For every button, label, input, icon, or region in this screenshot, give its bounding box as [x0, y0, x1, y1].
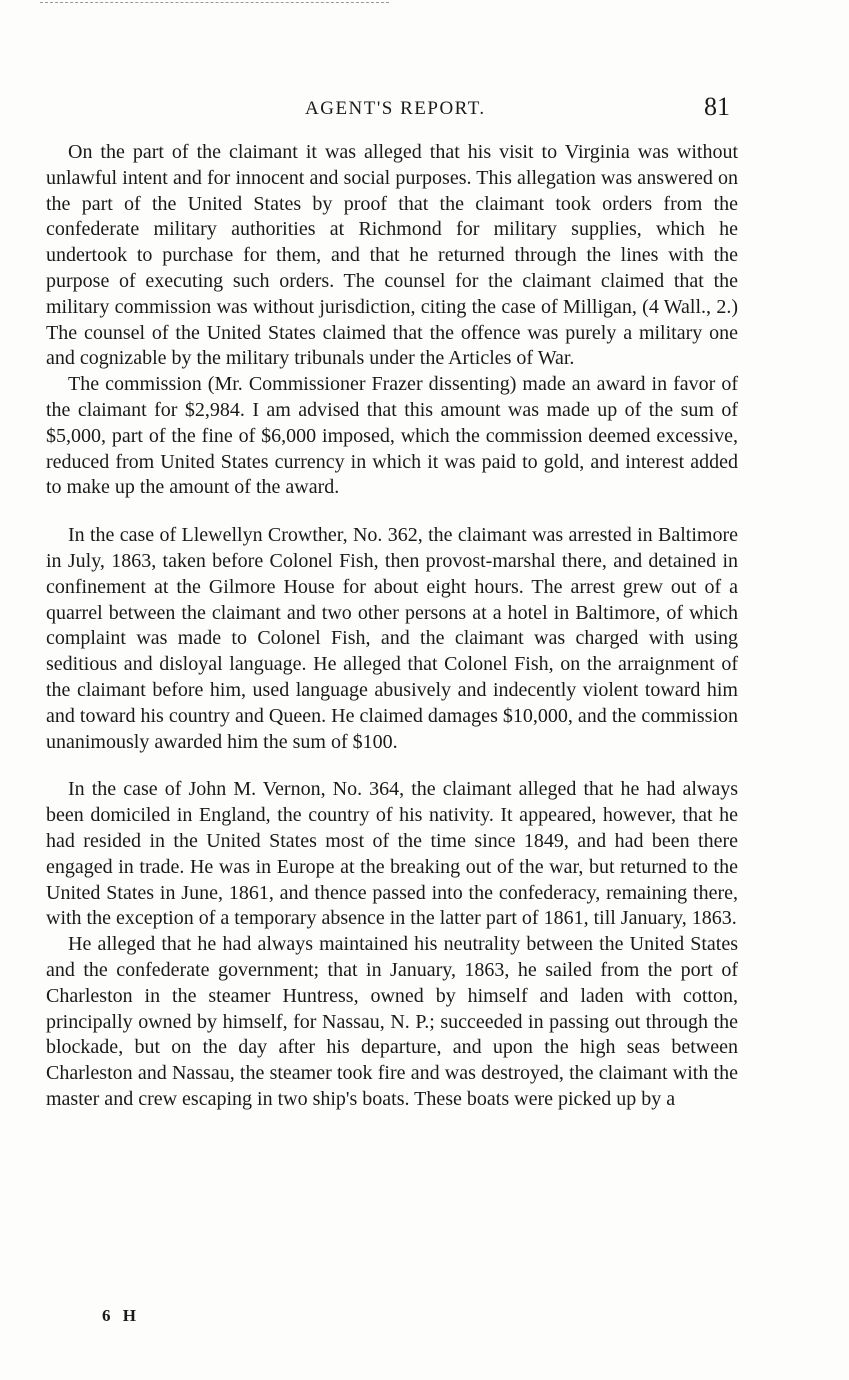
running-title: AGENT'S REPORT.: [305, 98, 486, 119]
section-gap: [46, 755, 738, 777]
body-text: [46, 140, 738, 1113]
running-header: [0, 92, 849, 126]
signature-mark: 6 H: [102, 1306, 140, 1325]
top-edge-rule: [40, 2, 389, 3]
paragraph-crowther-case: In the case of Llewellyn Crowther, No. 362, the claimant was arrested in Baltimore in July, 1863, taken before Colonel Fish, then provost-marshal there, and detained in confinement at the Gilmore House for about eight hours. The arrest grew out of a quarrel between the claimant and two other persons at a hotel in Baltimore, of which complaint was made to Colonel Fish, and the claimant was charged with using seditious and disloyal language. He alleged that Colonel Fish, on the arraignment of the claimant before him, used language abusively and indecently violent toward him and toward his country and Queen. He claimed damages $10,000, and the commission unanimously awarded him the sum of $100.: [46, 524, 738, 753]
paragraph-milligan-defense: On the part of the claimant it was alleged that his visit to Virginia was without unlawful intent and for innocent and social purposes. This allegation was answered on the part of the United States by proof that the claimant took orders from the confederate military authorities at Richmond for military supplies, which he undertook to purchase for them, and that he returned through the lines with the purpose of executing such orders. The counsel for the claimant claimed that the military commission was without jurisdiction, citing the case of Milligan, (4 Wall., 2.) The counsel of the United States claimed that the offence was purely a military one and cognizable by the military tribunals under the Articles of War.: [46, 141, 738, 370]
section-gap: [46, 501, 738, 523]
paragraph-vernon-case: In the case of John M. Vernon, No. 364, the claimant alleged that he had always been domiciled in England, the country of his nativity. It appeared, however, that he had resided in the United States most of the time since 1849, and had been there engaged in trade. He was in Europe at the breaking out of the war, but returned to the United States in June, 1861, and thence passed into the confederacy, remaining there, with the exception of a temporary absence in the latter part of 1861, till January, 1863.: [46, 778, 738, 930]
paragraph-award-frazer: The commission (Mr. Commissioner Frazer dissenting) made an award in favor of the claimant for $2,984. I am advised that this amount was made up of the sum of $5,000, part of the fine of $6,000 imposed, which the commission deemed excessive, reduced from United States currency in which it was paid to gold, and interest added to make up the amount of the award.: [46, 373, 738, 499]
page-number: 81: [704, 92, 730, 121]
paragraph-vernon-neutrality: He alleged that he had always maintained his neutrality between the United States and the confederate government; that in January, 1863, he sailed from the port of Charleston in the steamer Huntress, owned by himself and laden with cotton, principally owned by himself, for Nassau, N. P.; succeeded in passing out through the blockade, but on the day after his departure, and upon the high seas between Charleston and Nassau, the steamer took fire and was destroyed, the claimant with the master and crew escaping in two ship's boats. These boats were picked up by a: [46, 933, 738, 1110]
